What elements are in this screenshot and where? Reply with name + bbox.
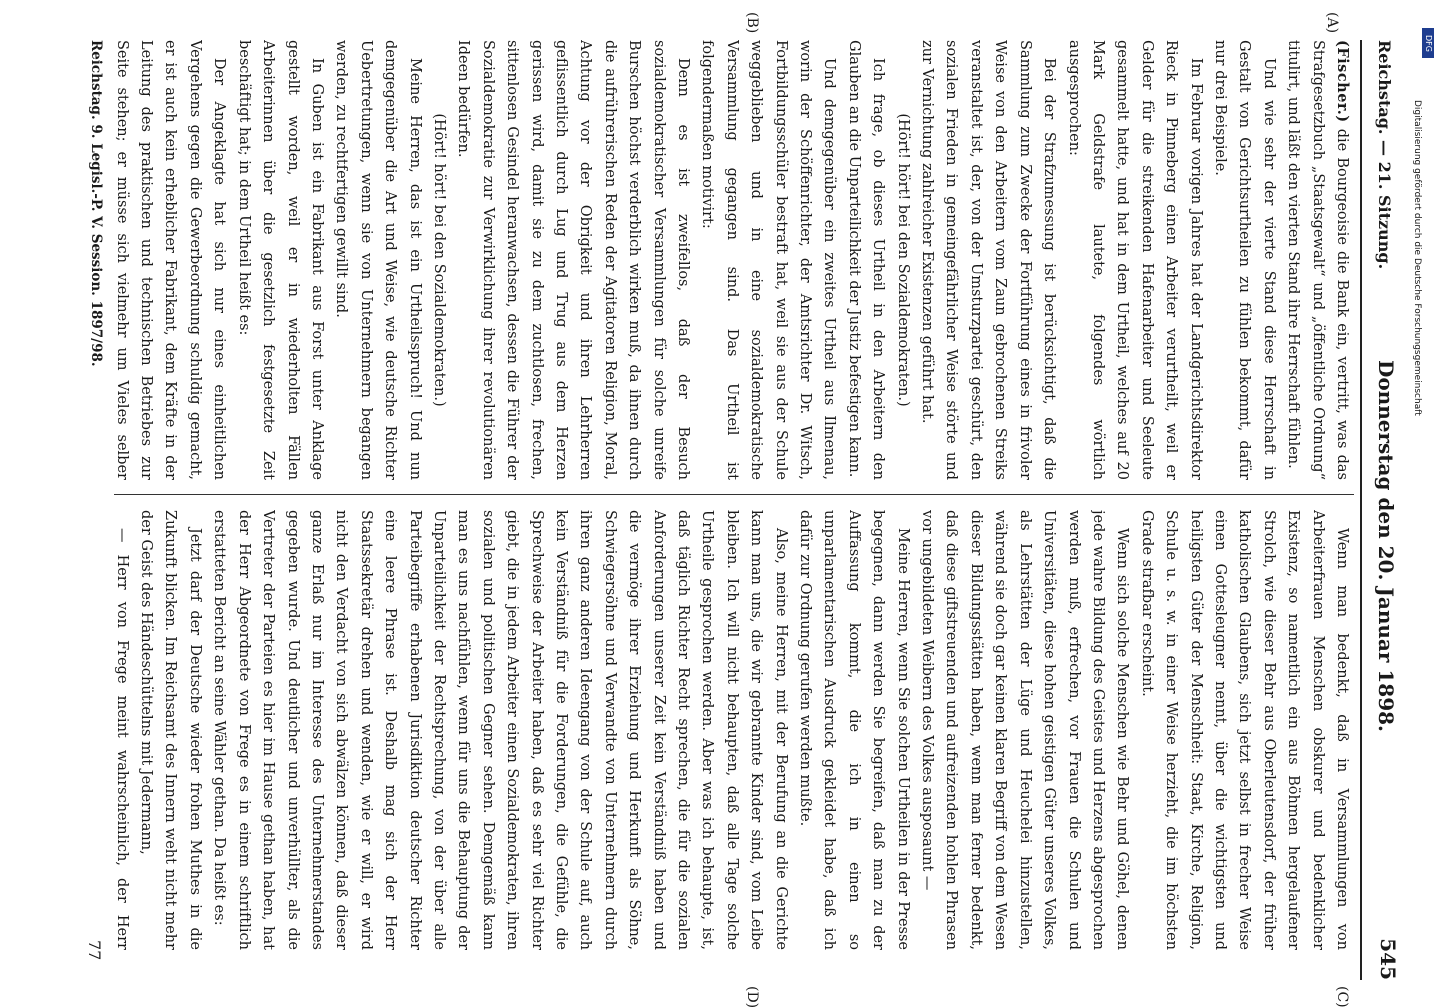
- left-p4b: (Hört! hört! bei den Sozialdemokraten.): [894, 113, 911, 407]
- speaker-name: (Fischer.): [1334, 40, 1351, 123]
- left-p8: Meine Herren, das ist ein Urtheilsspruch! Und nun demgegenüber die Art und Weise, wie deutsche Richter Uebertretungen, wenn sie von Unternehmern begangen werden, zu rechtfertigen gewillt sind.: [333, 40, 423, 480]
- stamp-text: Digitalisierung gefördert durch die Deutsche Forschungsgemeinschaft: [1412, 100, 1422, 416]
- left-p7: Denn es ist zweifellos, daß der Besuch sozialdemokratischer Versammlungen für solche unreife Burschen höchst verderblich wirken muß, da ihnen durch die aufrührerischen Reden der Agitatoren Religion, Moral, Achtung vor der Obrigkeit und ihren Lehrherren geflissentlich durch Lug und Trug aus dem Herzen gerissen wird, damit sie zu dem zuchtlosen, frechen, sittenlosen Gesindel heranwachsen, dessen die Führer der Sozialdemokratie zur Verwirklichung ihrer revolutionären Ideen bedürfen.: [455, 40, 692, 480]
- page-header: [1366, 40, 1400, 980]
- header-left: Reichstag. — 21. Sitzung.: [1375, 40, 1394, 270]
- digitization-stamp: [1412, 20, 1434, 780]
- footer-signature: 77: [85, 940, 104, 961]
- header-rule: [1360, 40, 1362, 980]
- left-p2: Und wie sehr der vierte Stand diese Herrschaft in Gestalt von Gerichtsurtheilen zu fühlen bekommt, dafür nur drei Beispiele.: [1211, 40, 1277, 480]
- marker-c: (C): [1334, 986, 1350, 1008]
- right-p4: Also, meine Herren, mit der Berufung an die Gerichte kann man uns, die wir gebrannte Kinder sind, vom Leibe bleiben. Ich will nicht behaupten, daß alle Tage solche Urtheile gesprochen werden. Aber was ich behaupte, ist, daß täglich Richter Recht sprechen, die für die sozialen Anforderungen unserer Zeit kein Verständniß haben und die vermöge ihrer Erziehung und Herkunft als Söhne, Schwiegersöhne und Verwandte von Unternehmern durch ihren ganz anderen Ideengang von der Schule auf, auch kein Verständniß für die Forderungen, die Gefühle, die Sprechweise der Arbeiter haben, daß es sehr viel Richter giebt, die in jedem Arbeiter einen Sozialdemokraten, ihren sozialen und politischen Gegner sehen. Demgemäß kann man es uns nachfühlen, wenn für uns die Behauptung der Unparteilichkeit der Rechtsprechung, von der über alle Parteibegriffe erhabenen Jurisdiktion deutscher Richter eine leere Phrase ist. Deshalb mag sich der Herr Staatssekretär drehen und wenden, wie er will, er wird nicht den Verdacht von sich abwälzen können, daß dieser ganze Erlaß nur im Interesse des Unternehmerstandes gegeben wurde. Und deutlicher und unverhüllter, als die Vertreter der Parteien es hier im Hause gethan haben, hat der Herr Abgeordnete von Frege es in einem schriftlich erstatteten Bericht an seine Wähler gethan. Da heißt es:: [211, 510, 789, 950]
- rotated-page: [60, 12, 1400, 1008]
- header-date: Donnerstag den 20. Januar 1898.: [1374, 360, 1398, 732]
- left-p7b: (Hört! hört! bei den Sozialdemokraten.): [430, 113, 447, 407]
- marker-d: (D): [744, 986, 760, 1008]
- left-p3: Im Februar vorigen Jahres hat der Landgerichtsdirektor Rieck in Pinneberg einen Arbeiter verurtheilt, weil er Gelder für die streikenden Hafenarbeiter und Seeleute gesammelt hatte, und hat in dem Urtheil, welches auf 20 Mark Geldstrafe lautete, folgendes wörtlich ausgesprochen:: [1065, 40, 1204, 480]
- footer-session: Reichstag. 9. Legisl.-P. V. Session. 1897/98.: [88, 40, 104, 367]
- left-p5: Ich frage, ob dieses Urtheil in den Arbeitern den Glauben an die Unparteilichkeit der Justiz befestigen kann.: [845, 40, 887, 480]
- right-p5: Jetzt darf der Deutsche wieder frohen Muthes in die Zukunft blicken. Im Reichsamt des Innern weht nicht mehr der Geist des Händeschüttelns mit Jedermann,: [138, 510, 203, 950]
- page-number: 545: [1376, 938, 1400, 980]
- right-p3: Meine Herren, wenn Sie solchen Urtheilen in der Presse begegnen, dann werden Sie begreifen, daß man zu der Auffassung kommt, die ich in einen so unparlamentarischen Ausdruck gekleidet habe, daß ich dafür zur Ordnung gerufen werden mußte.: [797, 510, 911, 950]
- left-column: [114, 40, 1354, 480]
- left-p1: die Bourgeoisie die Bank ein, vertritt, was das Strafgesetzbuch „Staatsgewalt“ und „öffentliche Ordnung“ titulirt, und läßt den vierten Stand ihre Herrschaft fühlen.: [1285, 40, 1350, 480]
- dfg-logo: DFG: [1422, 28, 1434, 58]
- left-p4: Bei der Strafzumessung ist berücksichtigt, daß die Sammlung zum Zwecke der Fortführung eines in frivoler Weise von den Arbeitern vom Zaun gebrochenen Streiks veranstaltet ist, der, von der Umsturzpartei geschürt, den sozialen Frieden in gemeingefährlicher Weise störte und zur Vernichtung zahlreicher Existenzen geführt hat.: [919, 40, 1058, 480]
- right-column: [114, 510, 1354, 950]
- right-p6: — Herr von Frege meint wahrscheinlich, der Herr: [114, 528, 130, 950]
- marker-b: (B): [744, 12, 760, 34]
- left-p10: Der Angeklagte hat sich nur eines einheitlichen Vergehens gegen die Gewerbeordnung schuldig gemacht, er ist auch kein erheblicher Fabrikant, dem Kräfte in der Leitung des praktischen und technischen Betriebes zur Seite stehen; er müsse sich vielmehr um Vieles selber: [114, 40, 228, 480]
- column-divider: [114, 494, 1354, 495]
- right-p1: Wenn man bedenkt, daß in Versammlungen von Arbeiterfrauen Menschen obskurer und bedenklicher Existenz, so namentlich ein aus Böhmen hergelaufener Strolch, wie dieser Behr aus Oberleutensdorf, der früher katholischen Glaubens, sich jetzt selbst in frecher Weise einen Gottesleugner nennt, über die wichtigsten und heiligsten Güter der Menschheit: Staat, Kirche, Religion, Schule u. s. w. in einer Weise herzieht, die im höchsten Grade strafbar erscheint.: [1138, 510, 1350, 950]
- marker-a: (A): [1324, 12, 1340, 34]
- right-p2: Wenn sich solche Menschen wie Behr und Göhel, denen jede wahre Bildung des Geistes und Herzens abgesprochen werden muß, erfrechen, vor Frauen die Schulen und Universitäten, diese hohen geistigen Güter unseres Volkes, als Lehrstätten der Lüge und Heuchelei hinzustellen, während sie doch gar keinen klaren Begriff von dem Wesen dieser Bildungsstätten haben, wenn man ferner bedenkt, daß diese giftstreuenden und aufreizenden hohlen Phrasen vor ungebildeten Weibern des Volkes ausposaunt —: [919, 510, 1131, 950]
- left-p6: Und demgegenüber ein zweites Urtheil aus Ilmenau, worin der Schöffenrichter, der Amtsrichter Dr. Witsch, Fortbildungsschüler bestraft hat, weil sie aus der Schule weggeblieben und in eine sozialdemokratische Versammlung gegangen sind. Das Urtheil ist folgendermaßen motivirt:: [699, 40, 838, 480]
- left-p9: In Guben ist ein Fabrikant aus Forst unter Anklage gestellt worden, weil er in wiederholten Fällen Arbeiterinnen über die gesetzlich festgesetzte Zeit beschäftigt hat; in dem Urtheil heißt es:: [235, 40, 325, 480]
